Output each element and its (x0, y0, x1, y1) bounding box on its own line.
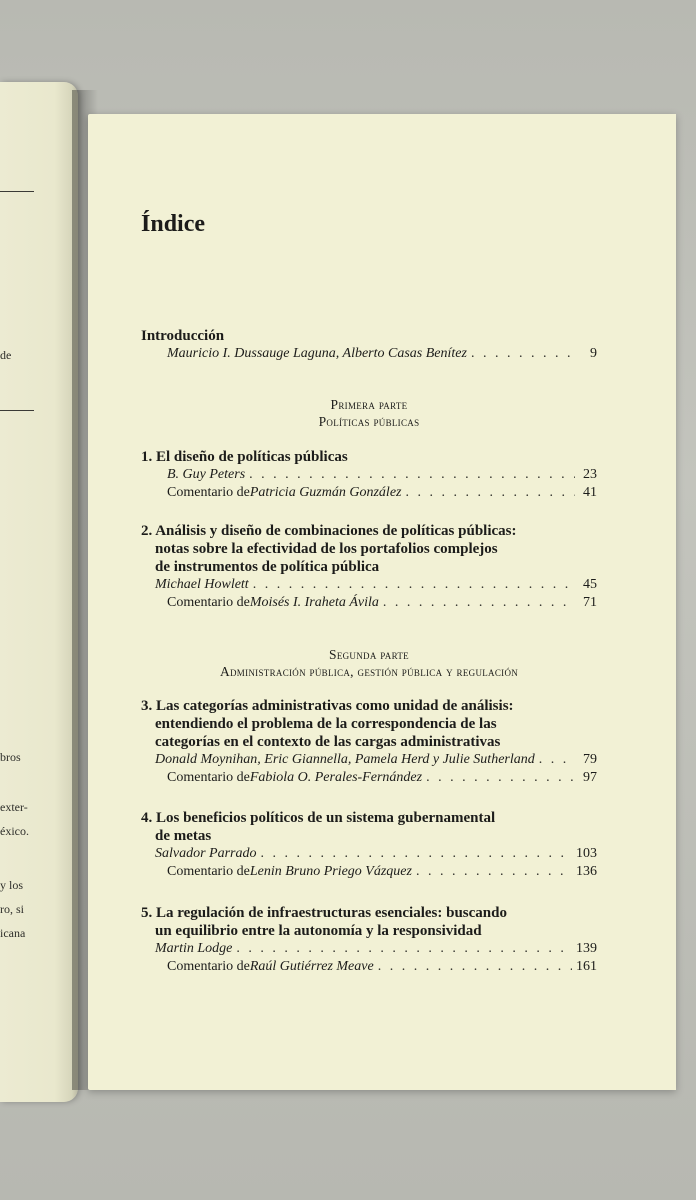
left-page-fragment: exter- (0, 800, 28, 814)
toc-section-introduccion (141, 327, 597, 363)
toc-entry-author[interactable] (141, 940, 597, 958)
dot-leader (426, 769, 575, 787)
entry-page-number: 79 (583, 752, 597, 767)
comment-prefix: Comentario de (167, 595, 250, 610)
left-page-rule (0, 410, 34, 411)
dot-leader (416, 863, 572, 881)
chapter-number: 5. (141, 905, 153, 921)
comment-author: Patricia Guzmán González (249, 485, 402, 500)
toc-entry-comment[interactable] (141, 958, 597, 976)
dot-leader (539, 751, 575, 769)
chapter-title[interactable] (141, 809, 597, 845)
toc-chapter-3 (141, 697, 597, 787)
chapter-number: 1. (141, 449, 153, 465)
toc-chapter-1 (141, 448, 597, 502)
left-page-fragment: ro, si (0, 902, 24, 916)
entry-author: Michael Howlett (155, 577, 249, 592)
dot-leader (261, 845, 573, 863)
dot-leader (378, 958, 572, 976)
chapter-number: 4. (141, 810, 153, 826)
comment-author: Raúl Gutiérrez Meave (249, 959, 374, 974)
entry-page-number: 97 (583, 770, 597, 785)
left-page-rule (0, 191, 34, 192)
toc-chapter-2 (141, 522, 597, 612)
chapter-title-line: La regulación de infraestructuras esenciales: buscando (156, 905, 507, 921)
chapter-title-line: Análisis y diseño de combinaciones de políticas públicas: (155, 523, 517, 539)
chapter-title[interactable] (141, 904, 597, 940)
left-page-fragment: y los (0, 878, 24, 892)
chapter-title-line: notas sobre la efectividad de los portafolios complejos (155, 541, 498, 557)
comment-prefix: Comentario de (167, 485, 250, 500)
entry-author: B. Guy Peters (167, 467, 246, 482)
page-title: Índice (141, 211, 206, 237)
toc-entry-author[interactable] (141, 466, 597, 484)
chapter-title-line: categorías en el contexto de las cargas administrativas (155, 734, 501, 750)
toc-entry-comment[interactable] (141, 594, 597, 612)
toc-entry-comment[interactable] (141, 484, 597, 502)
chapter-title-line: El diseño de políticas públicas (156, 449, 348, 465)
dot-leader (405, 484, 575, 502)
entry-page-number: 136 (576, 864, 597, 879)
chapter-title-line: Los beneficios políticos de un sistema gubernamental (156, 810, 496, 826)
toc-entry-comment[interactable] (141, 769, 597, 787)
entry-page-number: 45 (583, 577, 597, 592)
chapter-title[interactable] (141, 697, 597, 751)
part-name: Políticas públicas (318, 414, 420, 429)
comment-author: Lenin Bruno Priego Vázquez (249, 864, 412, 879)
dot-leader (236, 940, 572, 958)
entry-page-number: 71 (583, 595, 597, 610)
chapter-number: 3. (141, 698, 153, 714)
chapter-title-line: un equilibrio entre la autonomía y la responsividad (155, 923, 482, 939)
part-name: Administración pública, gestión pública y regulación (219, 664, 519, 679)
dot-leader (383, 594, 575, 612)
toc-entry-author[interactable] (141, 845, 597, 863)
comment-author: Moisés I. Iraheta Ávila (249, 595, 379, 610)
chapter-title[interactable] (141, 448, 597, 466)
left-page-fragment: éxico. (0, 824, 29, 838)
chapter-number: 2. (141, 523, 153, 539)
comment-prefix: Comentario de (167, 770, 250, 785)
chapter-title-line: de instrumentos de política pública (155, 559, 380, 575)
comment-author: Fabiola O. Perales-Fernández (249, 770, 423, 785)
comment-prefix: Comentario de (167, 864, 250, 879)
part-heading-1 (141, 396, 597, 430)
entry-page-number: 41 (583, 485, 597, 500)
toc-entry-comment[interactable] (141, 863, 597, 881)
entry-author: Martin Lodge (155, 941, 233, 956)
comment-prefix: Comentario de (167, 959, 250, 974)
introduccion-heading: Introducción (141, 328, 225, 344)
toc-chapter-4 (141, 809, 597, 881)
entry-page-number: 161 (576, 959, 597, 974)
part-label: Primera parte (330, 397, 408, 412)
toc-entry-introduccion-author[interactable] (141, 345, 597, 363)
entry-page-number: 139 (576, 941, 597, 956)
previous-page (0, 82, 78, 1102)
left-page-fragment: icana (0, 926, 26, 940)
entry-author: Mauricio I. Dussauge Laguna, Alberto Casas Benítez (167, 346, 467, 361)
entry-author: Donald Moynihan, Eric Giannella, Pamela Herd y Julie Sutherland (155, 752, 535, 767)
left-page-fragment: de (0, 348, 12, 362)
part-label: Segunda parte (329, 647, 409, 662)
chapter-title[interactable] (141, 522, 597, 576)
toc-page (88, 114, 676, 1090)
part-heading-2 (141, 646, 597, 680)
left-page-fragment: bros (0, 750, 21, 764)
toc-entry-author[interactable] (141, 576, 597, 594)
dot-leader (253, 576, 575, 594)
entry-page-number: 103 (576, 846, 597, 861)
dot-leader (249, 466, 575, 484)
chapter-title-line: entendiendo el problema de la correspondencia de las (155, 716, 497, 732)
chapter-title-line: Las categorías administrativas como unidad de análisis: (156, 698, 514, 714)
chapter-title-line: de metas (155, 828, 212, 844)
toc-entry-author[interactable] (141, 751, 597, 769)
entry-page-number: 9 (590, 346, 597, 361)
entry-page-number: 23 (583, 467, 597, 482)
entry-author: Salvador Parrado (155, 846, 257, 861)
toc-chapter-5 (141, 904, 597, 976)
dot-leader (471, 345, 575, 363)
